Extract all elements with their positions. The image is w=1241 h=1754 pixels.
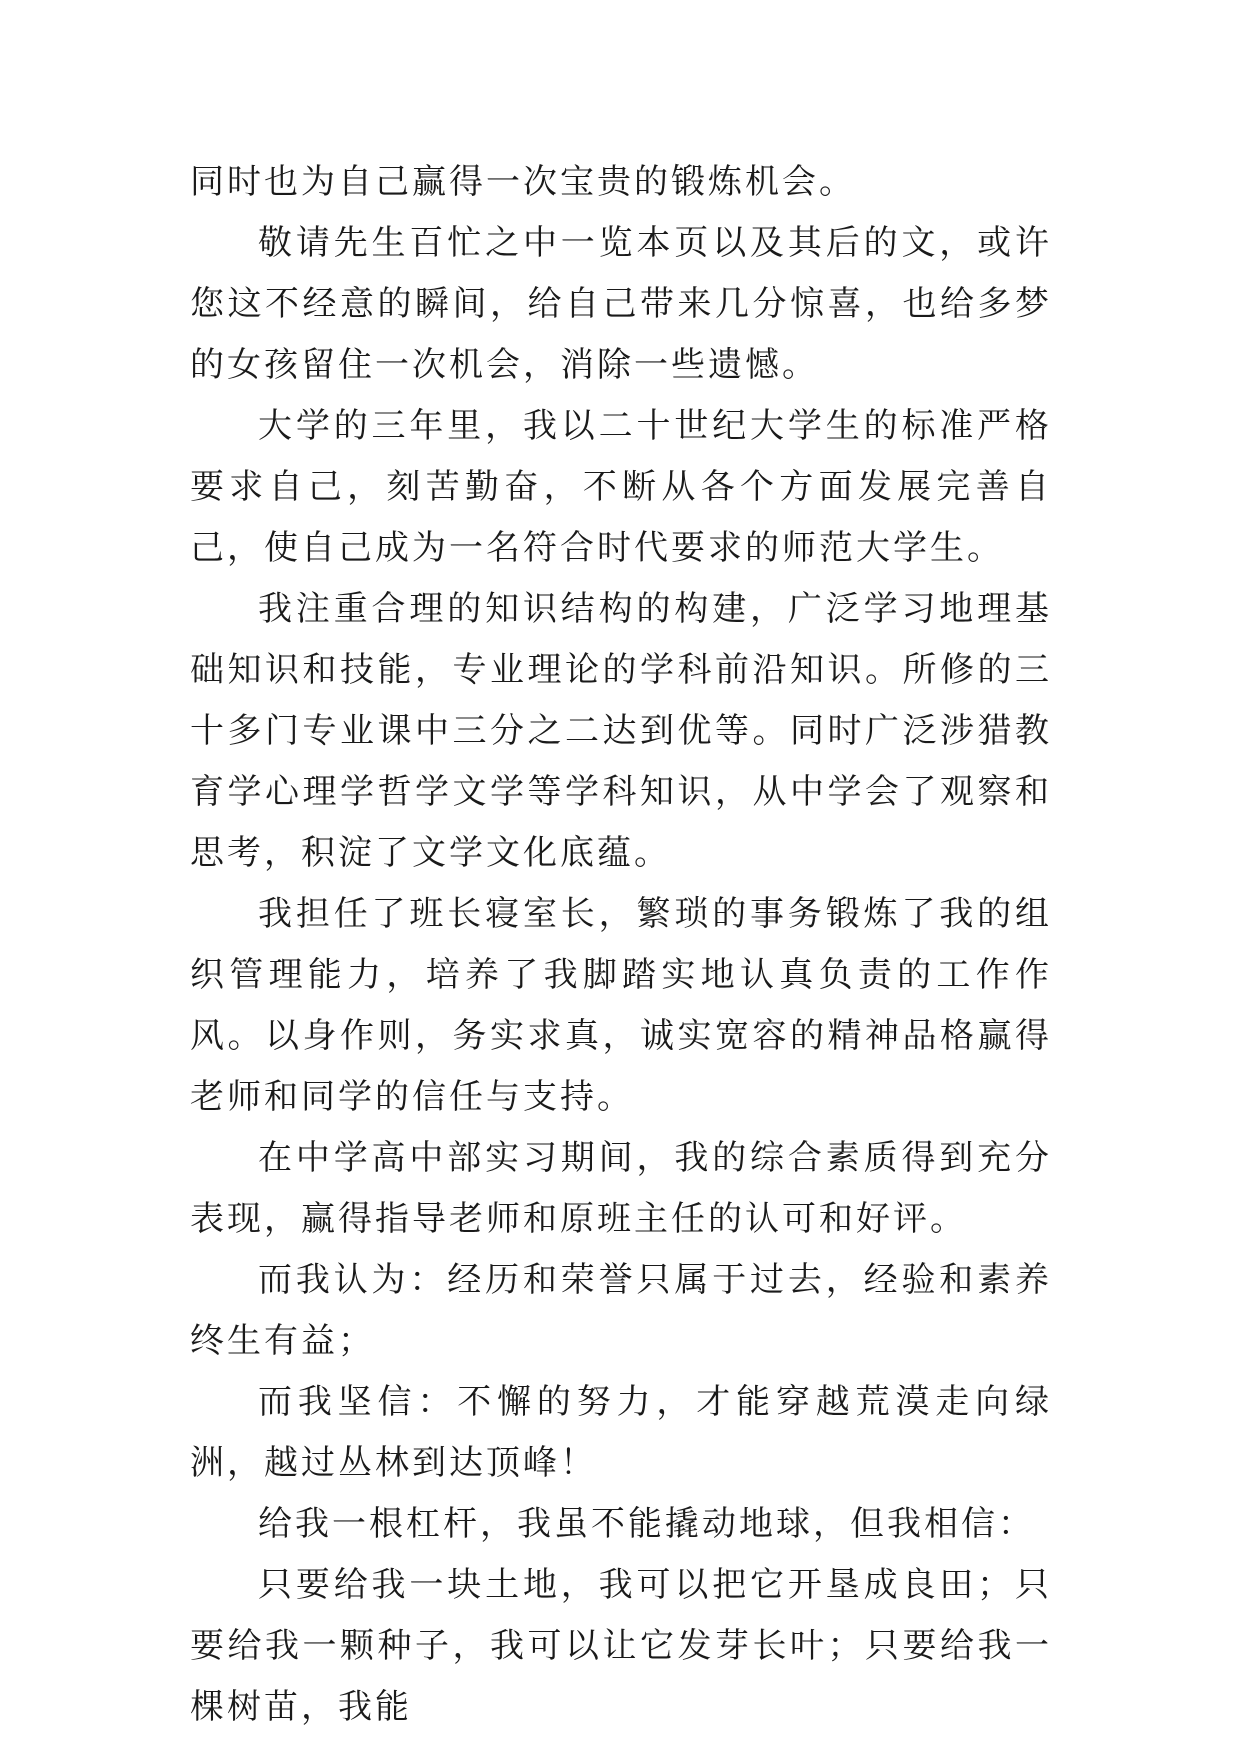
paragraph-belief-2: 而我坚信：不懈的努力，才能穿越荒漠走向绿洲，越过丛林到达顶峰！ — [190, 1382, 1052, 1483]
paragraph-belief-1: 而我认为：经历和荣誉只属于过去，经验和素养终生有益； — [190, 1260, 1052, 1361]
paragraph-request: 敬请先生百忙之中一览本页以及其后的文，或许您这不经意的瞬间，给自己带来几分惊喜，也给多梦的女孩留住一次机会，消除一些遗憾。 — [190, 223, 1052, 385]
document-body — [190, 152, 1052, 1738]
paragraph-class-monitor: 我担任了班长寝室长，繁琐的事务锻炼了我的组织管理能力，培养了我脚踏实地认真负责的工作作风。以身作则，务实求真，诚实宽容的精神品格赢得老师和同学的信任与支持。 — [190, 894, 1052, 1117]
paragraph-internship: 在中学高中部实习期间，我的综合素质得到充分表现，赢得指导老师和原班主任的认可和好评。 — [190, 1138, 1052, 1239]
paragraph-knowledge: 我注重合理的知识结构的构建，广泛学习地理基础知识和技能，专业理论的学科前沿知识。所修的三十多门专业课中三分之二达到优等。同时广泛涉猎教育学心理学哲学文学等学科知识，从中学会了观察和思考，积淀了文学文化底蕴。 — [190, 589, 1052, 873]
paragraph-university-years: 大学的三年里，我以二十世纪大学生的标准严格要求自己，刻苦勤奋，不断从各个方面发展完善自己，使自己成为一名符合时代要求的师范大学生。 — [190, 406, 1052, 568]
paragraph-lever: 给我一根杠杆，我虽不能撬动地球，但我相信： — [258, 1504, 1035, 1544]
paragraph-continuation: 同时也为自己赢得一次宝贵的锻炼机会。 — [190, 162, 856, 202]
paragraph-promise: 只要给我一块土地，我可以把它开垦成良田；只要给我一颗种子，我可以让它发芽长叶；只要给我一棵树苗，我能 — [190, 1565, 1052, 1727]
